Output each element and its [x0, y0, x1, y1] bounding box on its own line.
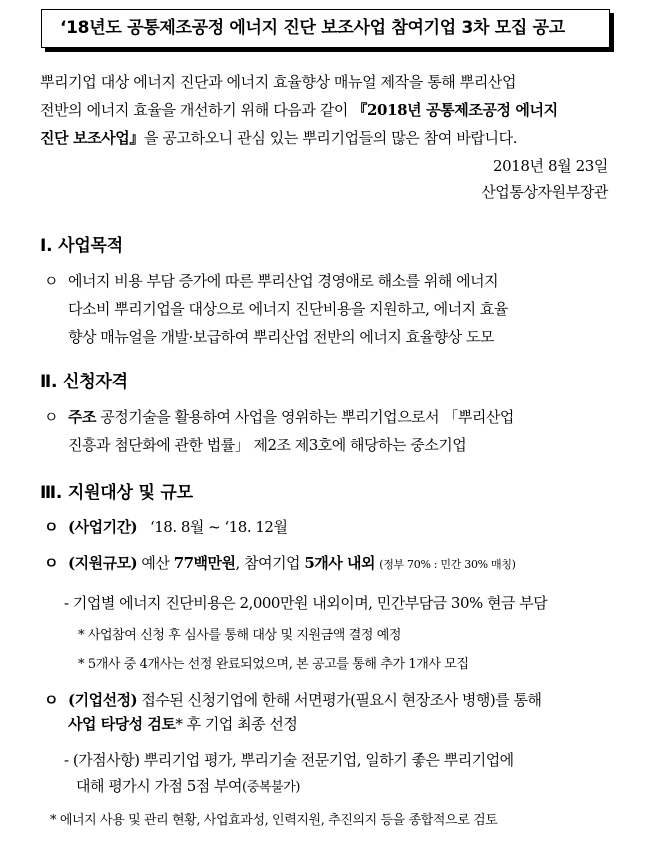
note-2: * 5개사 중 4개사는 선정 완료되었으며, 본 공고를 통해 추가 1개사 모집: [78, 657, 469, 672]
cost-line: - 기업별 에너지 진단비용은 2,000만원 내외이며, 민간부담금 30% 현금 부담: [64, 594, 548, 612]
announcement-date: 2018년 8월 23일: [492, 157, 608, 175]
support-scale: [68, 552, 516, 573]
intro-line-2: [40, 97, 558, 123]
support-scale-text: , 참여기업: [235, 554, 305, 572]
bullet-icon: ㅇ: [44, 691, 58, 709]
section-2-line-2: 진흥과 첨단화에 관한 법률」 제2조 제3호에 해당하는 중소기업: [68, 436, 467, 454]
section-3-heading: Ⅲ. 지원대상 및 규모: [40, 483, 193, 503]
project-period: [68, 516, 287, 537]
bullet-icon: ㅇ: [44, 554, 58, 572]
project-period-value: ‘18. 8월 ~ ‘18. 12월: [149, 518, 288, 536]
announcement-issuer: 산업통상자원부장관: [481, 183, 608, 201]
section-1-heading: Ⅰ. 사업목적: [40, 236, 123, 256]
section-1-line-3: 향상 매뉴얼을 개발·보급하여 뿌리산업 전반의 에너지 효율향상 도모: [68, 328, 494, 346]
intro-program-name-part2: 진단 보조사업』: [40, 129, 144, 147]
footnote: * 에너지 사용 및 관리 현황, 사업효과성, 인력지원, 추진의지 등을 종합적으로 검토: [50, 813, 498, 828]
section-2-heading: Ⅱ. 신청자격: [40, 372, 128, 392]
bullet-icon: ㅇ: [44, 518, 58, 536]
section-1-line-2: 다소비 뿌리기업을 대상으로 에너지 진단비용을 지원하고, 에너지 효율: [68, 300, 508, 318]
intro-program-name-part1: 『2018년 공통제조공정 에너지: [352, 101, 558, 119]
bonus-line-2-text: 대해 평가시 가점 5점 부여: [76, 777, 243, 795]
matching-ratio-note: (정부 70% : 민간 30% 매칭): [379, 558, 516, 571]
no-duplicate-note: (중복불가): [242, 780, 301, 795]
intro-line-3: [40, 125, 517, 151]
budget-amount: 77백만원: [173, 554, 236, 572]
bullet-icon: ㅇ: [44, 272, 58, 290]
selection-line-2: [68, 713, 297, 734]
section-2-line-1-text: 공정기술을 활용하여 사업을 영위하는 뿌리기업으로서 「뿌리산업: [95, 408, 514, 426]
page-title: ‘18년도 공통제조공정 에너지 진단 보조사업 참여기업 3차 모집 공고: [42, 10, 609, 47]
selection-label: (기업선정): [68, 691, 138, 709]
support-scale-label: (지원규모): [68, 554, 138, 572]
casting-keyword: 주조: [68, 408, 96, 426]
section-2-line-1: [68, 406, 514, 427]
selection-line-1-text: 접수된 신청기업에 한해 서면평가(필요시 현장조사 병행)를 통해: [137, 691, 542, 709]
section-1-line-1: 에너지 비용 부담 증가에 따른 뿌리산업 경영애로 해소를 위해 에너지: [68, 272, 499, 290]
bullet-icon: ㅇ: [44, 408, 58, 426]
bonus-line-1: - (가점사항) 뿌리기업 평가, 뿌리기술 전문기업, 일하기 좋은 뿌리기업에: [64, 751, 514, 769]
project-period-label: (사업기간): [68, 518, 138, 536]
intro-line-3-text: 을 공고하오니 관심 있는 뿌리기업들의 많은 참여 바랍니다.: [143, 129, 518, 147]
selection-line-2-text: * 후 기업 최종 선정: [175, 715, 298, 733]
title-box: [41, 9, 610, 48]
intro-line-1: 뿌리기업 대상 에너지 진단과 에너지 효율향상 매뉴얼 제작을 통해 뿌리산업: [40, 73, 517, 91]
company-count: 5개사 내외: [304, 554, 375, 572]
intro-line-2-text: 전반의 에너지 효율을 개선하기 위해 다음과 같이: [40, 101, 353, 119]
support-scale-text: 예산: [137, 554, 174, 572]
feasibility-review: 사업 타당성 검토: [68, 715, 176, 733]
selection-line-1: [68, 689, 541, 710]
bonus-line-2: [76, 775, 300, 796]
note-1: * 사업참여 신청 후 심사를 통해 대상 및 지원금액 결정 예정: [78, 628, 402, 643]
